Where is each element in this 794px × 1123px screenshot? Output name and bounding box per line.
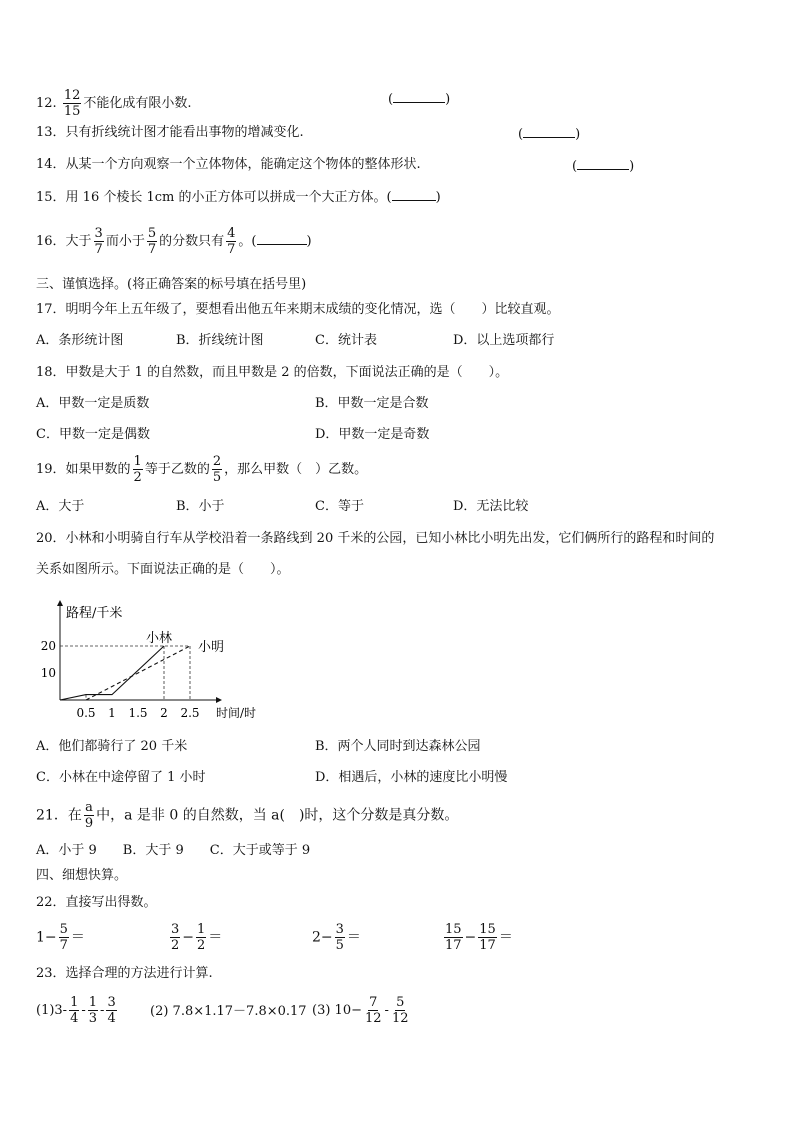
question-text: 16．大于 — [36, 234, 92, 249]
x-tick-label: 2.5 — [180, 706, 200, 720]
option-17-b[interactable]: B．折线统计图 — [176, 333, 264, 348]
fraction-denominator: 2 — [133, 470, 142, 485]
fraction-denominator: 9 — [84, 816, 94, 831]
fraction — [63, 88, 82, 119]
paren-right: ) — [445, 92, 451, 107]
paren-left: ( — [572, 159, 578, 174]
y-axis-arrow — [57, 600, 63, 606]
option-18-d[interactable]: D．甲数一定是奇数 — [315, 427, 430, 442]
fraction-numerator: 2 — [212, 454, 222, 469]
question-20-line-2: 关系如图所示。下面说法正确的是（ ）。 — [36, 562, 290, 577]
option-19-d[interactable]: D．无法比较 — [453, 499, 529, 514]
question-20-line-1: 20．小林和小明骑自行车从学校沿着一条路线到 20 千米的公园，已知小林比小明先出发，它们俩所行的路程和时间的 — [36, 531, 715, 546]
question-number: 12. — [36, 96, 57, 111]
answer-blank-15[interactable] — [392, 188, 436, 201]
section-heading-3: 三、谨慎选择。(将正确答案的标号填在括号里) — [36, 277, 307, 292]
fraction-denominator: 15 — [63, 104, 81, 119]
option-18-b[interactable]: B．甲数一定是合数 — [315, 396, 429, 411]
fraction-numerator: 4 — [227, 226, 236, 241]
answer-blank-16[interactable] — [257, 232, 307, 245]
fraction-denominator: 7 — [94, 242, 103, 257]
x-tick-label: 1 — [108, 706, 116, 720]
question-text: 21．在 — [36, 807, 82, 824]
option-20-c[interactable]: C．小林在中途停留了 1 小时 — [36, 770, 206, 785]
x-tick-label: 2 — [160, 706, 168, 720]
x-axis-arrow — [216, 697, 222, 703]
question-22: 22．直接写出得数。 — [36, 895, 157, 910]
fraction — [226, 226, 236, 257]
question-text: 中，a 是非 0 的自然数，当 a( )时，这个分数是真分数。 — [96, 807, 459, 824]
question-21 — [36, 800, 458, 831]
section-heading-4: 四、细想快算。 — [36, 868, 128, 883]
option-17-a[interactable]: A．条形统计图 — [36, 333, 124, 348]
option-19-b[interactable]: B．小于 — [176, 499, 225, 514]
answer-blank-12[interactable] — [388, 90, 450, 107]
option-20-d[interactable]: D．相遇后，小林的速度比小明慢 — [315, 770, 508, 785]
fraction-numerator: 5 — [147, 226, 157, 241]
blank-line — [577, 157, 629, 170]
x-axis-label: 时间/时 — [216, 706, 257, 720]
y-axis-label: 路程/千米 — [66, 606, 123, 621]
expr-22-3: 2− $\frac{3}{5}$ ＝ — [312, 922, 361, 953]
question-14: 14．从某一个方向观察一个立体物体，能确定这个物体的整体形状. — [36, 157, 421, 172]
fraction — [94, 226, 104, 257]
question-text: 15．用 16 个棱长 1cm 的小正方体可以拼成一个大正方体。( — [36, 190, 392, 205]
fraction — [212, 454, 222, 485]
question-15 — [36, 188, 441, 206]
question-23: 23．选择合理的方法进行计算. — [36, 966, 213, 981]
paren-right: ) — [306, 234, 312, 249]
option-17-c[interactable]: C．统计表 — [315, 333, 377, 348]
fraction-numerator: 1 — [133, 454, 142, 469]
question-12 — [36, 88, 192, 119]
blank-line — [523, 125, 575, 138]
paren-right: ) — [575, 127, 581, 142]
fraction-numerator: 12 — [63, 88, 81, 103]
expr-23-1: (1)3- $\frac{1}{4}$ - $\frac{1}{3}$ - $\frac{3}{4}$ — [36, 995, 116, 1026]
fraction-denominator: 7 — [147, 242, 157, 257]
expr-22-1: 1− $\frac{5}{7}$ ＝ — [36, 922, 85, 953]
question-text: 。( — [238, 234, 257, 249]
paren-right: ) — [435, 190, 441, 205]
question-18: 18．甲数是大于 1 的自然数，而且甲数是 2 的倍数，下面说法正确的是（ ）。 — [36, 365, 509, 380]
expr-23-2: (2) 7.8×1.17－7.8×0.17 — [150, 1004, 307, 1019]
series-label-xiaolin: 小林 — [146, 631, 173, 646]
question-16 — [36, 226, 312, 257]
fraction-denominator: 7 — [227, 242, 236, 257]
option-20-a[interactable]: A．他们都骑行了 20 千米 — [36, 739, 188, 754]
x-tick-label: 1.5 — [128, 706, 148, 720]
expr-22-4: $\frac{15}{17}$ − $\frac{15}{17}$ ＝ — [445, 922, 513, 953]
x-tick-label: 0.5 — [76, 706, 96, 720]
option-18-a[interactable]: A．甲数一定是质数 — [36, 396, 150, 411]
blank-line — [393, 90, 445, 103]
question-text: 不能化成有限小数. — [83, 96, 192, 111]
fraction — [147, 226, 157, 257]
question-19 — [36, 454, 367, 485]
series-line-xiaolin — [60, 646, 164, 700]
option-17-d[interactable]: D．以上选项都行 — [453, 333, 555, 348]
question-text: 的分数只有 — [159, 234, 225, 249]
fraction-a-over-9 — [84, 800, 94, 831]
distance-time-chart — [34, 596, 274, 726]
fraction — [133, 454, 143, 485]
fraction-numerator: a — [85, 800, 93, 815]
option-20-b[interactable]: B．两个人同时到达森林公园 — [315, 739, 481, 754]
question-text: 19．如果甲数的 — [36, 462, 131, 477]
paren-left: ( — [518, 127, 524, 142]
answer-blank-13[interactable] — [518, 125, 580, 142]
series-line-xiaoming — [86, 646, 190, 700]
options-21[interactable]: A．小于 9 B．大于 9 C．大于或等于 9 — [36, 843, 311, 858]
fraction-numerator: 3 — [94, 226, 103, 241]
question-13: 13．只有折线统计图才能看出事物的增减变化. — [36, 125, 304, 140]
question-17: 17．明明今年上五年级了，要想看出他五年来期末成绩的变化情况，选（ ）比较直观。 — [36, 302, 560, 317]
expr-23-3: (3) 10− $\frac{7}{12}$ - $\frac{5}{12}$ — [312, 995, 409, 1026]
y-tick-label: 20 — [40, 639, 56, 653]
option-19-c[interactable]: C．等于 — [315, 499, 364, 514]
expr-22-2: $\frac{3}{2}$ − $\frac{1}{2}$ ＝ — [171, 922, 223, 953]
y-tick-label: 10 — [40, 666, 56, 680]
option-19-a[interactable]: A．大于 — [36, 499, 85, 514]
fraction-denominator: 5 — [212, 470, 222, 485]
option-18-c[interactable]: C．甲数一定是偶数 — [36, 427, 150, 442]
question-text: 而小于 — [105, 234, 145, 249]
paren-right: ) — [629, 159, 635, 174]
answer-blank-14[interactable] — [572, 157, 634, 174]
series-label-xiaoming: 小明 — [198, 640, 225, 655]
question-text: 等于乙数的 — [144, 462, 210, 477]
paren-left: ( — [388, 92, 394, 107]
question-text: ，那么甲数（ ）乙数。 — [224, 462, 368, 477]
